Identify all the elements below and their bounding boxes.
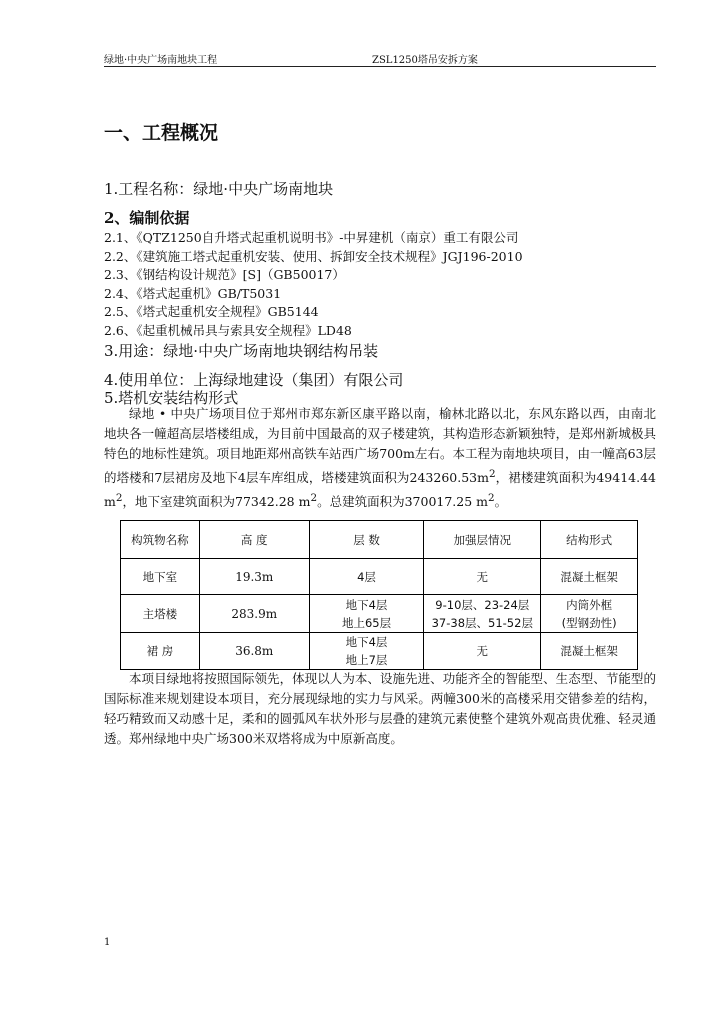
basis-item-1: 2.1、《QTZ1250自升塔式起重机说明书》-中昇建机（南京）重工有限公司 — [104, 230, 519, 245]
description-part-3: ，地下室建筑面积为77342.28 m — [122, 494, 311, 510]
usage-line: 3.用途：绿地·中央广场南地块钢结构吊装 — [104, 342, 379, 360]
cell-reinforcement — [424, 595, 541, 633]
description-part-5: 。 — [494, 494, 508, 510]
page-number: 1 — [104, 937, 111, 948]
cell-height: 283.9m — [199, 595, 309, 633]
description-part-2: ，裙楼建筑面积为49414.44 m — [104, 470, 656, 510]
cell-floors — [309, 633, 424, 670]
floors-below: 地下4层 — [345, 597, 388, 612]
basis-item-5: 2.5、《塔式起重机安全规程》GB5144 — [104, 304, 319, 319]
description-part-4: 。总建筑面积为370017.25 m — [317, 494, 489, 510]
page-header — [104, 50, 656, 67]
cell-floors — [309, 595, 424, 633]
sup-1: 2 — [488, 468, 496, 480]
floors-below: 地下4层 — [345, 635, 388, 649]
basis-item-4: 2.4、《塔式起重机》GB/T5031 — [104, 286, 282, 301]
table-row — [121, 633, 638, 670]
th-floors: 层 数 — [309, 521, 424, 559]
basis-item-6: 2.6、《起重机械吊具与索具安全规程》LD48 — [104, 323, 352, 338]
building-table — [120, 520, 638, 670]
cell-floors: 4层 — [309, 559, 424, 595]
structure-line-2: (型钢劲性) — [561, 615, 617, 630]
cell-height: 19.3m — [199, 559, 309, 595]
th-reinforcement: 加强层情况 — [424, 521, 541, 559]
user-unit-line: 4.使用单位：上海绿地建设（集团）有限公司 — [104, 371, 404, 389]
table-row — [121, 595, 638, 633]
basis-item-2: 2.2、《建筑施工塔式起重机安装、使用、拆卸安全技术规程》JGJ196-2010 — [104, 249, 523, 264]
cell-name: 裙 房 — [121, 633, 200, 670]
project-description — [104, 404, 656, 512]
sup-3: 2 — [310, 492, 318, 505]
structure-line-1: 内筒外框 — [566, 597, 613, 612]
cell-structure: 混凝土框架 — [541, 559, 638, 595]
structure-form-heading: 5.塔机安装结构形式 — [104, 389, 239, 407]
cell-height: 36.8m — [199, 633, 309, 670]
table-row — [121, 559, 638, 595]
header-project: 绿地·中央广场南地块工程 — [104, 55, 218, 66]
section-heading: 一、工程概况 — [104, 122, 219, 144]
th-name: 构筑物名称 — [121, 521, 200, 559]
cell-structure: 混凝土框架 — [541, 633, 638, 670]
cell-structure — [541, 595, 638, 633]
cell-name: 地下室 — [121, 559, 200, 595]
sup-4: 2 — [488, 492, 495, 505]
reinforcement-line-2: 37-38层、51-52层 — [431, 615, 533, 630]
cell-reinforcement: 无 — [424, 633, 541, 670]
table-header-row — [121, 521, 638, 559]
basis-heading — [104, 207, 189, 228]
basis-item-3: 2.3、《钢结构设计规范》[S]（GB50017） — [104, 267, 345, 282]
project-vision-paragraph: 本项目绿地将按照国际领先，体现以人为本、设施先进、功能齐全的智能型、生态型、节能型的国际标准来规划建设本项目，充分展现绿地的实力与风采。两幢300米的高楼采用交错参差的结构，轻巧精致而又动感十足，柔和的圆弧风车状外形与层叠的建筑元素使整个建筑外观高贵优雅、轻灵通透。郑州绿地中央广场300米双塔将成为中原新高度。 — [104, 671, 656, 746]
th-height: 高 度 — [199, 521, 309, 559]
cell-reinforcement: 无 — [424, 559, 541, 595]
th-structure: 结构形式 — [541, 521, 638, 559]
cell-name: 主塔楼 — [121, 595, 200, 633]
basis-heading-text: 2、编制依据 — [104, 209, 190, 227]
header-doc-title: ZSL1250塔吊安拆方案 — [372, 55, 478, 66]
description-part-1: 绿地 • 中央广场项目位于郑州市郑东新区康平路以南，榆林北路以北，东风东路以西，由南北地块各一幢超高层塔楼组成，为目前中国最高的双子楼建筑，其构造形态新颖独特，是郑州新城极具特色的地标性建筑。项目地距郑州高铁车站西广场700m左右。本工程为南地块项目，由一幢高63层的塔楼和7层裙房及地下4层车库组成，塔楼建筑面积为243260.53m — [104, 406, 656, 486]
project-name-line: 1.工程名称：绿地·中央广场南地块 — [104, 180, 334, 198]
floors-above: 地上65层 — [341, 615, 392, 630]
sup-2: 2 — [115, 492, 123, 505]
floors-above: 地上7层 — [345, 653, 388, 667]
reinforcement-line-1: 9-10层、23-24层 — [435, 597, 530, 612]
